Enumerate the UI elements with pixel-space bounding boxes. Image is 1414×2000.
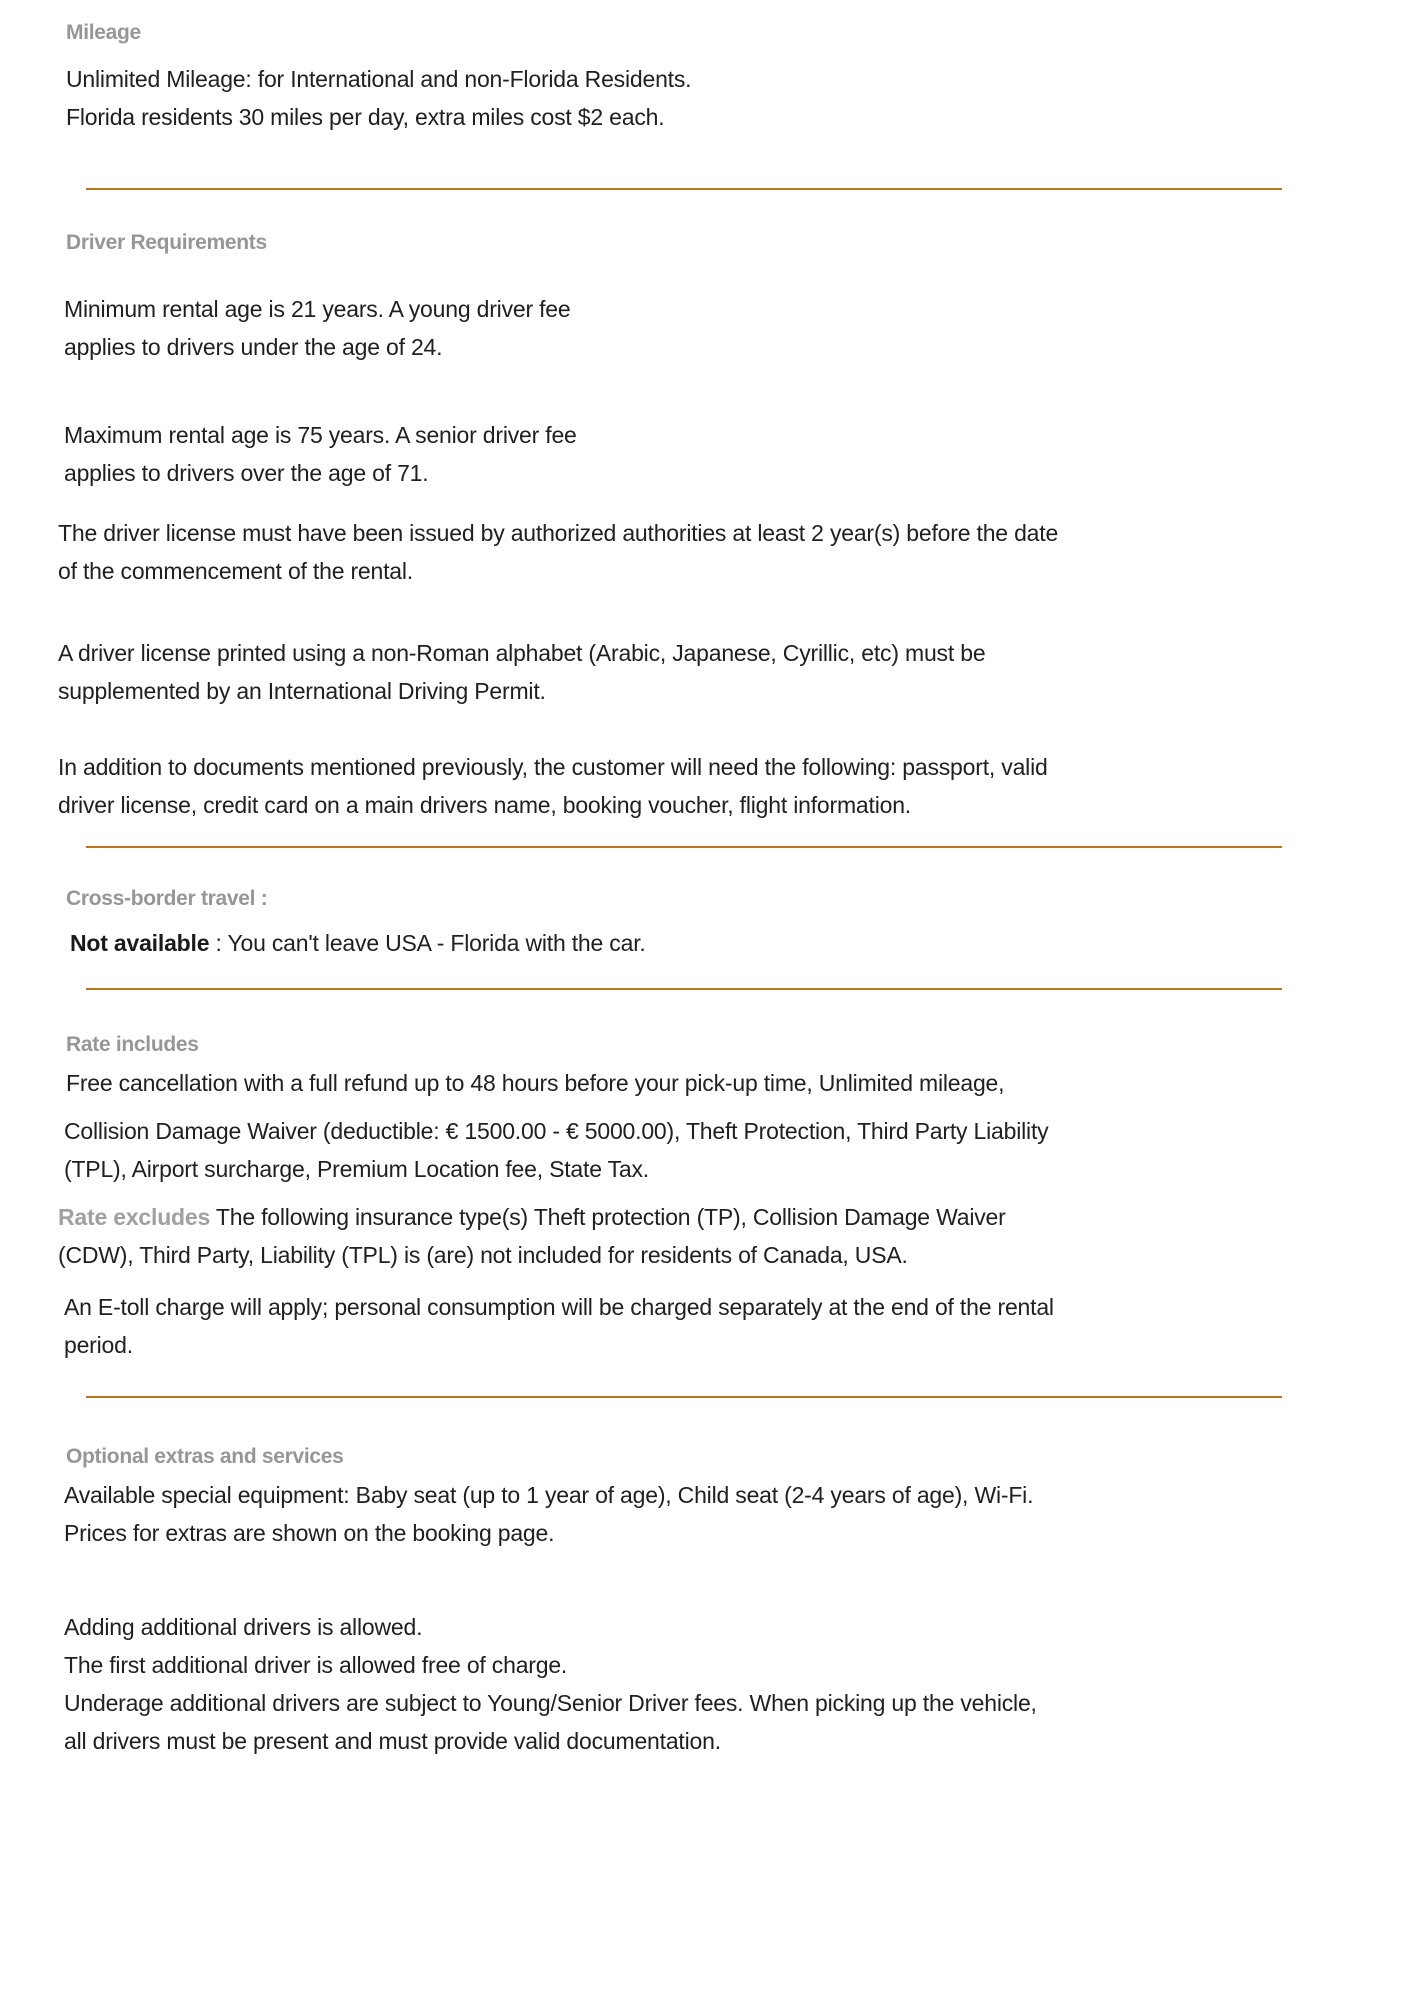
senior-driver-paragraph xyxy=(58,416,1294,492)
text-line: Minimum rental age is 21 years. A young driver fee xyxy=(64,296,571,322)
text-line: driver license, credit card on a main drivers name, booking voucher, flight information. xyxy=(58,792,911,818)
text-line: applies to drivers under the age of 24. xyxy=(64,334,443,360)
text-line: of the commencement of the rental. xyxy=(58,558,414,584)
free-cancellation-line xyxy=(58,1064,1294,1102)
cross-border-heading: Cross-border travel : xyxy=(66,887,268,910)
rate-section xyxy=(58,1026,1294,1364)
international-permit-paragraph xyxy=(58,634,1294,710)
text-line: Prices for extras are shown on the booking page. xyxy=(64,1520,555,1546)
optional-extras-heading: Optional extras and services xyxy=(66,1445,344,1468)
text-line: Free cancellation with a full refund up to 48 hours before your pick-up time, Unlimited mileage, xyxy=(66,1070,1005,1096)
rate-excludes-text: The following insurance type(s) Theft protection (TP), Collision Damage Waiver xyxy=(215,1204,1006,1230)
text-line: (CDW), Third Party, Liability (TPL) is (are) not included for residents of Canada, USA. xyxy=(58,1242,908,1268)
rate-excludes-paragraph xyxy=(58,1198,1294,1274)
mileage-heading: Mileage xyxy=(66,21,141,44)
rate-includes-heading: Rate includes xyxy=(66,1033,199,1056)
text-line: A driver license printed using a non-Roman alphabet (Arabic, Japanese, Cyrillic, etc) must be xyxy=(58,640,986,666)
text-line: Collision Damage Waiver (deductible: € 1500.00 - € 5000.00), Theft Protection, Third Party Liability xyxy=(64,1118,1049,1144)
section-divider xyxy=(86,988,1282,990)
text-line: applies to drivers over the age of 71. xyxy=(64,460,429,486)
rate-excludes-label: Rate excludes xyxy=(58,1204,211,1230)
equipment-paragraph xyxy=(58,1476,1294,1552)
mileage-section xyxy=(58,14,1294,136)
text-line: The driver license must have been issued by authorized authorities at least 2 year(s) before the date xyxy=(58,520,1059,546)
coverage-paragraph xyxy=(58,1112,1294,1188)
text-line: Adding additional drivers is allowed. xyxy=(64,1614,423,1640)
cross-border-section xyxy=(58,880,1294,962)
additional-drivers-paragraph xyxy=(58,1608,1294,1760)
rate-excludes-line xyxy=(58,1198,1294,1236)
text-line: period. xyxy=(64,1332,133,1358)
text-line: Underage additional drivers are subject to Young/Senior Driver fees. When picking up the vehicle, xyxy=(64,1690,1037,1716)
driver-requirements-heading: Driver Requirements xyxy=(66,231,267,254)
section-divider xyxy=(86,188,1282,190)
young-driver-paragraph xyxy=(58,290,1294,366)
text-line: all drivers must be present and must provide valid documentation. xyxy=(64,1728,721,1754)
section-divider xyxy=(86,1396,1282,1398)
mileage-paragraph xyxy=(58,60,1294,136)
text-line: Available special equipment: Baby seat (up to 1 year of age), Child seat (2-4 years of age), Wi-Fi. xyxy=(64,1482,1034,1508)
text-line: supplemented by an International Driving Permit. xyxy=(58,678,546,704)
text-line: The first additional driver is allowed free of charge. xyxy=(64,1652,568,1678)
etoll-paragraph xyxy=(58,1288,1294,1364)
cross-border-status-detail: : You can't leave USA - Florida with the car. xyxy=(215,930,646,956)
cross-border-status: Not available xyxy=(70,930,210,956)
driver-requirements-section xyxy=(58,224,1294,824)
optional-extras-section xyxy=(58,1438,1294,1760)
text-line: An E-toll charge will apply; personal consumption will be charged separately at the end of the rental xyxy=(64,1294,1054,1320)
text-line: Unlimited Mileage: for International and non-Florida Residents. xyxy=(66,66,692,92)
text-line: In addition to documents mentioned previously, the customer will need the following: passport, valid xyxy=(58,754,1048,780)
text-line: Maximum rental age is 75 years. A senior driver fee xyxy=(64,422,577,448)
cross-border-status-line xyxy=(58,924,1294,962)
section-divider xyxy=(86,846,1282,848)
text-line: Florida residents 30 miles per day, extra miles cost $2 each. xyxy=(66,104,665,130)
license-age-paragraph xyxy=(58,514,1294,590)
required-documents-paragraph xyxy=(58,748,1294,824)
text-line: (TPL), Airport surcharge, Premium Location fee, State Tax. xyxy=(64,1156,649,1182)
